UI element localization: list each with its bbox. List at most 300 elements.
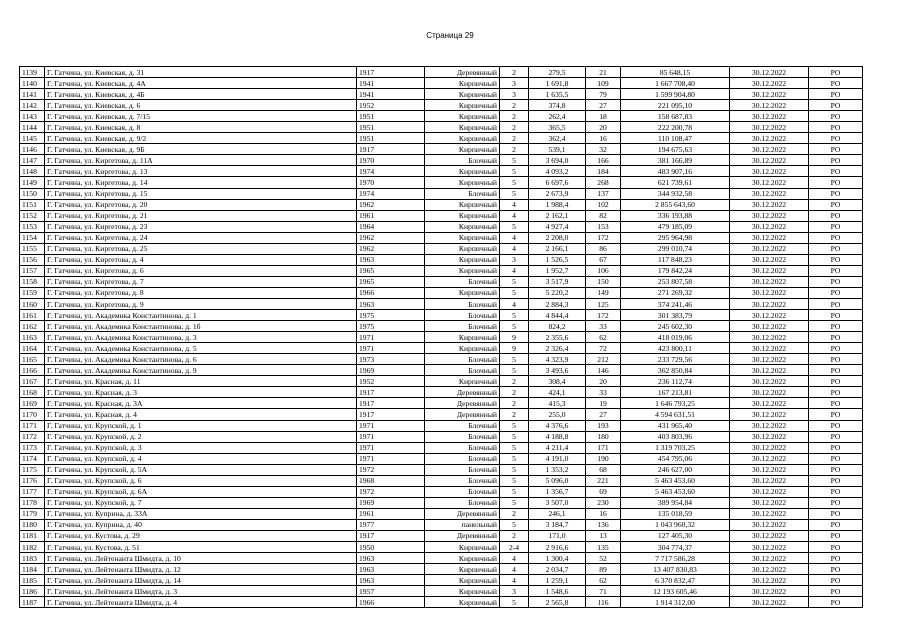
cell-area: 3 493,6	[529, 365, 586, 376]
cell-address: Г. Гатчина, ул. Академика Константинова, д. 1б	[45, 321, 357, 332]
table-row	[20, 122, 863, 133]
cell-year-built: 1951	[357, 133, 425, 144]
cell-cost: 1 667 708,40	[621, 78, 730, 89]
cell-source: РО	[809, 420, 863, 431]
cell-year-built: 1971	[357, 453, 425, 464]
table-row	[20, 78, 863, 89]
cell-cost: 236 112,74	[621, 376, 730, 387]
cell-cost: 12 193 605,46	[621, 586, 730, 597]
cell-wall-material: Кирпичный	[425, 89, 500, 100]
table-row	[20, 321, 863, 332]
cell-cost: 418 019,06	[621, 332, 730, 343]
cell-cost: 221 095,10	[621, 100, 730, 111]
cell-address: Г. Гатчина, ул. Крупской, д. 2	[45, 431, 357, 442]
cell-residents: 171	[586, 442, 621, 453]
cell-date: 30.12.2022	[730, 188, 809, 199]
cell-residents: 16	[586, 508, 621, 519]
cell-address: Г. Гатчина, ул. Киргетова, д. 24	[45, 232, 357, 243]
cell-address: Г. Гатчина, ул. Лейтенанта Шмидта, д. 14	[45, 575, 357, 586]
cell-wall-material: Кирпичный	[425, 111, 500, 122]
cell-cost: 295 964,98	[621, 232, 730, 243]
cell-cost: 301 383,79	[621, 310, 730, 321]
cell-address: Г. Гатчина, ул. Лейтенанта Шмидта, д. 12	[45, 564, 357, 575]
cell-row-number: 1161	[20, 310, 45, 321]
cell-source: РО	[809, 166, 863, 177]
cell-row-number: 1162	[20, 321, 45, 332]
cell-area: 1 356,7	[529, 486, 586, 497]
cell-area: 2 326,4	[529, 343, 586, 354]
cell-residents: 153	[586, 221, 621, 232]
cell-address: Г. Гатчина, ул. Киргетова, д. 11А	[45, 155, 357, 166]
table-row	[20, 564, 863, 575]
table-row	[20, 166, 863, 177]
cell-wall-material: Кирпичный	[425, 177, 500, 188]
cell-year-built: 1968	[357, 475, 425, 486]
cell-floors: 5	[500, 287, 529, 298]
cell-date: 30.12.2022	[730, 332, 809, 343]
cell-wall-material: Деревянный	[425, 398, 500, 409]
cell-residents: 20	[586, 122, 621, 133]
cell-cost: 374 241,46	[621, 298, 730, 309]
cell-year-built: 1941	[357, 89, 425, 100]
table-row	[20, 442, 863, 453]
table-row	[20, 420, 863, 431]
cell-year-built: 1970	[357, 155, 425, 166]
table-row	[20, 210, 863, 221]
cell-area: 5 220,2	[529, 287, 586, 298]
cell-date: 30.12.2022	[730, 376, 809, 387]
cell-wall-material: Блочный	[425, 475, 500, 486]
cell-source: РО	[809, 497, 863, 508]
table-row	[20, 464, 863, 475]
cell-source: РО	[809, 265, 863, 276]
cell-year-built: 1963	[357, 298, 425, 309]
cell-floors: 5	[500, 321, 529, 332]
cell-address: Г. Гатчина, ул. Киевская, д. 4Б	[45, 89, 357, 100]
cell-row-number: 1170	[20, 409, 45, 420]
cell-cost: 336 193,88	[621, 210, 730, 221]
cell-source: РО	[809, 542, 863, 553]
cell-area: 1 259,1	[529, 575, 586, 586]
cell-source: РО	[809, 575, 863, 586]
cell-date: 30.12.2022	[730, 442, 809, 453]
table-row	[20, 431, 863, 442]
table-row	[20, 133, 863, 144]
cell-date: 30.12.2022	[730, 564, 809, 575]
table-row	[20, 519, 863, 530]
cell-year-built: 1964	[357, 221, 425, 232]
cell-row-number: 1152	[20, 210, 45, 221]
cell-floors: 2-4	[500, 542, 529, 553]
cell-date: 30.12.2022	[730, 497, 809, 508]
cell-row-number: 1144	[20, 122, 45, 133]
cell-residents: 82	[586, 210, 621, 221]
cell-floors: 2	[500, 67, 529, 78]
cell-area: 308,4	[529, 376, 586, 387]
cell-wall-material: Деревянный	[425, 508, 500, 519]
cell-cost: 135 018,59	[621, 508, 730, 519]
cell-row-number: 1174	[20, 453, 45, 464]
cell-year-built: 1971	[357, 431, 425, 442]
cell-wall-material: Кирпичный	[425, 575, 500, 586]
cell-wall-material: Блочный	[425, 453, 500, 464]
cell-area: 4 093,2	[529, 166, 586, 177]
cell-cost: 483 907,16	[621, 166, 730, 177]
cell-row-number: 1183	[20, 553, 45, 564]
cell-source: РО	[809, 144, 863, 155]
cell-year-built: 1951	[357, 122, 425, 133]
cell-floors: 5	[500, 519, 529, 530]
table-row	[20, 486, 863, 497]
cell-address: Г. Гатчина, ул. Лейтенанта Шмидта, д. 4	[45, 597, 357, 608]
cell-area: 4 844,4	[529, 310, 586, 321]
cell-residents: 150	[586, 276, 621, 287]
cell-year-built: 1971	[357, 332, 425, 343]
cell-source: РО	[809, 310, 863, 321]
cell-residents: 89	[586, 564, 621, 575]
cell-wall-material: Блочный	[425, 188, 500, 199]
cell-cost: 1 646 793,25	[621, 398, 730, 409]
cell-row-number: 1184	[20, 564, 45, 575]
table-row	[20, 332, 863, 343]
cell-floors: 5	[500, 497, 529, 508]
cell-source: РО	[809, 553, 863, 564]
cell-residents: 106	[586, 265, 621, 276]
cell-residents: 20	[586, 376, 621, 387]
cell-source: РО	[809, 376, 863, 387]
cell-address: Г. Гатчина, ул. Киргетова, д. 7	[45, 276, 357, 287]
cell-wall-material: Кирпичный	[425, 254, 500, 265]
cell-area: 255,0	[529, 409, 586, 420]
cell-wall-material: Кирпичный	[425, 553, 500, 564]
cell-floors: 5	[500, 475, 529, 486]
cell-row-number: 1142	[20, 100, 45, 111]
table-row	[20, 409, 863, 420]
cell-date: 30.12.2022	[730, 221, 809, 232]
cell-floors: 2	[500, 409, 529, 420]
cell-wall-material: Блочный	[425, 442, 500, 453]
cell-floors: 4	[500, 564, 529, 575]
cell-cost: 304 774,37	[621, 542, 730, 553]
cell-wall-material: Блочный	[425, 276, 500, 287]
cell-source: РО	[809, 475, 863, 486]
cell-year-built: 1961	[357, 508, 425, 519]
cell-floors: 4	[500, 232, 529, 243]
cell-area: 1 300,4	[529, 553, 586, 564]
cell-residents: 13	[586, 530, 621, 541]
cell-cost: 4 594 631,51	[621, 409, 730, 420]
table-row	[20, 265, 863, 276]
cell-row-number: 1139	[20, 67, 45, 78]
cell-address: Г. Гатчина, ул. Киргетова, д. 25	[45, 243, 357, 254]
cell-wall-material: Блочный	[425, 365, 500, 376]
cell-date: 30.12.2022	[730, 310, 809, 321]
cell-residents: 172	[586, 310, 621, 321]
cell-floors: 5	[500, 177, 529, 188]
cell-wall-material: Кирпичный	[425, 332, 500, 343]
cell-residents: 109	[586, 78, 621, 89]
cell-row-number: 1179	[20, 508, 45, 519]
table-row	[20, 254, 863, 265]
cell-floors: 5	[500, 310, 529, 321]
cell-date: 30.12.2022	[730, 553, 809, 564]
cell-address: Г. Гатчина, ул. Академика Константинова, д. 9	[45, 365, 357, 376]
cell-wall-material: Кирпичный	[425, 564, 500, 575]
table-row	[20, 155, 863, 166]
cell-area: 262,4	[529, 111, 586, 122]
page-title: Страница 29	[426, 31, 474, 40]
cell-cost: 454 795,06	[621, 453, 730, 464]
cell-year-built: 1917	[357, 398, 425, 409]
cell-row-number: 1145	[20, 133, 45, 144]
cell-floors: 9	[500, 332, 529, 343]
cell-residents: 67	[586, 254, 621, 265]
cell-source: РО	[809, 67, 863, 78]
cell-wall-material: Деревянный	[425, 387, 500, 398]
cell-date: 30.12.2022	[730, 586, 809, 597]
cell-date: 30.12.2022	[730, 111, 809, 122]
cell-year-built: 1966	[357, 287, 425, 298]
cell-year-built: 1963	[357, 553, 425, 564]
cell-residents: 135	[586, 542, 621, 553]
cell-date: 30.12.2022	[730, 519, 809, 530]
cell-address: Г. Гатчина, ул. Киевская, д. 4А	[45, 78, 357, 89]
cell-date: 30.12.2022	[730, 453, 809, 464]
cell-date: 30.12.2022	[730, 486, 809, 497]
cell-date: 30.12.2022	[730, 265, 809, 276]
cell-year-built: 1917	[357, 409, 425, 420]
table-row	[20, 287, 863, 298]
cell-date: 30.12.2022	[730, 67, 809, 78]
cell-cost: 6 370 832,47	[621, 575, 730, 586]
cell-year-built: 1965	[357, 265, 425, 276]
cell-source: РО	[809, 597, 863, 608]
cell-row-number: 1173	[20, 442, 45, 453]
cell-date: 30.12.2022	[730, 530, 809, 541]
cell-residents: 125	[586, 298, 621, 309]
cell-row-number: 1175	[20, 464, 45, 475]
cell-row-number: 1146	[20, 144, 45, 155]
cell-cost: 423 800,11	[621, 343, 730, 354]
cell-area: 365,5	[529, 122, 586, 133]
cell-floors: 4	[500, 265, 529, 276]
cell-cost: 389 954,84	[621, 497, 730, 508]
table-row	[20, 111, 863, 122]
cell-address: Г. Гатчина, ул. Красная, д. 11	[45, 376, 357, 387]
cell-source: РО	[809, 332, 863, 343]
cell-source: РО	[809, 442, 863, 453]
cell-row-number: 1167	[20, 376, 45, 387]
cell-residents: 190	[586, 453, 621, 464]
cell-source: РО	[809, 486, 863, 497]
cell-floors: 5	[500, 420, 529, 431]
cell-source: РО	[809, 111, 863, 122]
cell-floors: 5	[500, 442, 529, 453]
cell-floors: 2	[500, 530, 529, 541]
cell-floors: 5	[500, 431, 529, 442]
cell-floors: 2	[500, 122, 529, 133]
table-row	[20, 243, 863, 254]
cell-area: 4 323,9	[529, 354, 586, 365]
cell-year-built: 1975	[357, 310, 425, 321]
cell-year-built: 1973	[357, 354, 425, 365]
cell-row-number: 1141	[20, 89, 45, 100]
cell-source: РО	[809, 232, 863, 243]
cell-area: 3 507,0	[529, 497, 586, 508]
cell-area: 5 096,0	[529, 475, 586, 486]
cell-date: 30.12.2022	[730, 210, 809, 221]
cell-area: 415,3	[529, 398, 586, 409]
table-row	[20, 365, 863, 376]
cell-cost: 245 602,30	[621, 321, 730, 332]
table-row	[20, 100, 863, 111]
cell-residents: 116	[586, 597, 621, 608]
cell-residents: 166	[586, 155, 621, 166]
cell-row-number: 1151	[20, 199, 45, 210]
cell-source: РО	[809, 453, 863, 464]
cell-date: 30.12.2022	[730, 254, 809, 265]
cell-floors: 5	[500, 597, 529, 608]
cell-year-built: 1972	[357, 464, 425, 475]
cell-cost: 127 405,30	[621, 530, 730, 541]
cell-wall-material: Кирпичный	[425, 542, 500, 553]
cell-floors: 5	[500, 188, 529, 199]
cell-floors: 5	[500, 276, 529, 287]
cell-row-number: 1178	[20, 497, 45, 508]
cell-area: 1 548,6	[529, 586, 586, 597]
cell-cost: 2 855 643,60	[621, 199, 730, 210]
table-row	[20, 475, 863, 486]
cell-row-number: 1186	[20, 586, 45, 597]
cell-cost: 7 717 586,28	[621, 553, 730, 564]
cell-residents: 33	[586, 321, 621, 332]
cell-row-number: 1181	[20, 530, 45, 541]
cell-address: Г. Гатчина, ул. Крупской, д. 6А	[45, 486, 357, 497]
cell-source: РО	[809, 398, 863, 409]
cell-row-number: 1149	[20, 177, 45, 188]
cell-date: 30.12.2022	[730, 287, 809, 298]
table-row	[20, 343, 863, 354]
cell-wall-material: Кирпичный	[425, 232, 500, 243]
cell-address: Г. Гатчина, ул. Академика Константинова, д. 1	[45, 310, 357, 321]
cell-source: РО	[809, 276, 863, 287]
cell-source: РО	[809, 78, 863, 89]
cell-cost: 5 463 453,60	[621, 475, 730, 486]
cell-year-built: 1966	[357, 597, 425, 608]
cell-source: РО	[809, 100, 863, 111]
cell-source: РО	[809, 508, 863, 519]
cell-residents: 33	[586, 387, 621, 398]
table-row	[20, 530, 863, 541]
cell-source: РО	[809, 387, 863, 398]
cell-date: 30.12.2022	[730, 575, 809, 586]
cell-source: РО	[809, 519, 863, 530]
cell-area: 2 162,1	[529, 210, 586, 221]
cell-row-number: 1153	[20, 221, 45, 232]
cell-area: 1 988,4	[529, 199, 586, 210]
cell-floors: 3	[500, 254, 529, 265]
cell-floors: 5	[500, 166, 529, 177]
cell-address: Г. Гатчина, ул. Киргетова, д. 20	[45, 199, 357, 210]
cell-address: Г. Гатчина, ул. Красная, д. 4	[45, 409, 357, 420]
cell-cost: 222 200,78	[621, 122, 730, 133]
table-row	[20, 508, 863, 519]
cell-date: 30.12.2022	[730, 78, 809, 89]
cell-area: 2 565,8	[529, 597, 586, 608]
cell-residents: 19	[586, 398, 621, 409]
cell-wall-material: Кирпичный	[425, 265, 500, 276]
cell-row-number: 1147	[20, 155, 45, 166]
cell-address: Г. Гатчина, ул. Крупской, д. 7	[45, 497, 357, 508]
cell-date: 30.12.2022	[730, 365, 809, 376]
cell-wall-material: Кирпичный	[425, 376, 500, 387]
cell-floors: 4	[500, 298, 529, 309]
cell-row-number: 1160	[20, 298, 45, 309]
cell-floors: 9	[500, 343, 529, 354]
cell-address: Г. Гатчина, ул. Киевская, д. 31	[45, 67, 357, 78]
cell-row-number: 1169	[20, 398, 45, 409]
cell-year-built: 1951	[357, 111, 425, 122]
cell-year-built: 1917	[357, 387, 425, 398]
cell-address: Г. Гатчина, ул. Академика Константинова, д. 6	[45, 354, 357, 365]
cell-floors: 2	[500, 387, 529, 398]
cell-year-built: 1952	[357, 100, 425, 111]
cell-floors: 4	[500, 243, 529, 254]
cell-residents: 18	[586, 111, 621, 122]
cell-cost: 253 807,58	[621, 276, 730, 287]
cell-residents: 21	[586, 67, 621, 78]
cell-row-number: 1172	[20, 431, 45, 442]
cell-floors: 2	[500, 508, 529, 519]
cell-area: 1 691,8	[529, 78, 586, 89]
cell-address: Г. Гатчина, ул. Крупской, д. 4	[45, 453, 357, 464]
cell-row-number: 1140	[20, 78, 45, 89]
cell-year-built: 1969	[357, 365, 425, 376]
cell-cost: 167 213,81	[621, 387, 730, 398]
cell-year-built: 1971	[357, 343, 425, 354]
cell-row-number: 1180	[20, 519, 45, 530]
cell-address: Г. Гатчина, ул. Киргетова, д. 15	[45, 188, 357, 199]
cell-wall-material: Кирпичный	[425, 287, 500, 298]
cell-area: 4 927,4	[529, 221, 586, 232]
cell-row-number: 1163	[20, 332, 45, 343]
cell-residents: 146	[586, 365, 621, 376]
cell-cost: 431 965,40	[621, 420, 730, 431]
cell-date: 30.12.2022	[730, 166, 809, 177]
cell-residents: 27	[586, 100, 621, 111]
cell-year-built: 1972	[357, 486, 425, 497]
cell-row-number: 1156	[20, 254, 45, 265]
cell-cost: 194 675,63	[621, 144, 730, 155]
cell-cost: 246 627,00	[621, 464, 730, 475]
cell-year-built: 1971	[357, 420, 425, 431]
cell-address: Г. Гатчина, ул. Киргетова, д. 4	[45, 254, 357, 265]
cell-floors: 4	[500, 199, 529, 210]
cell-year-built: 1975	[357, 321, 425, 332]
cell-source: РО	[809, 564, 863, 575]
cell-cost: 1 599 904,80	[621, 89, 730, 100]
cell-residents: 102	[586, 199, 621, 210]
cell-address: Г. Гатчина, ул. Кустова, д. 51	[45, 542, 357, 553]
cell-wall-material: Блочный	[425, 497, 500, 508]
cell-floors: 3	[500, 78, 529, 89]
cell-row-number: 1154	[20, 232, 45, 243]
cell-source: РО	[809, 122, 863, 133]
cell-year-built: 1974	[357, 188, 425, 199]
cell-residents: 212	[586, 354, 621, 365]
cell-year-built: 1965	[357, 276, 425, 287]
cell-residents: 71	[586, 586, 621, 597]
